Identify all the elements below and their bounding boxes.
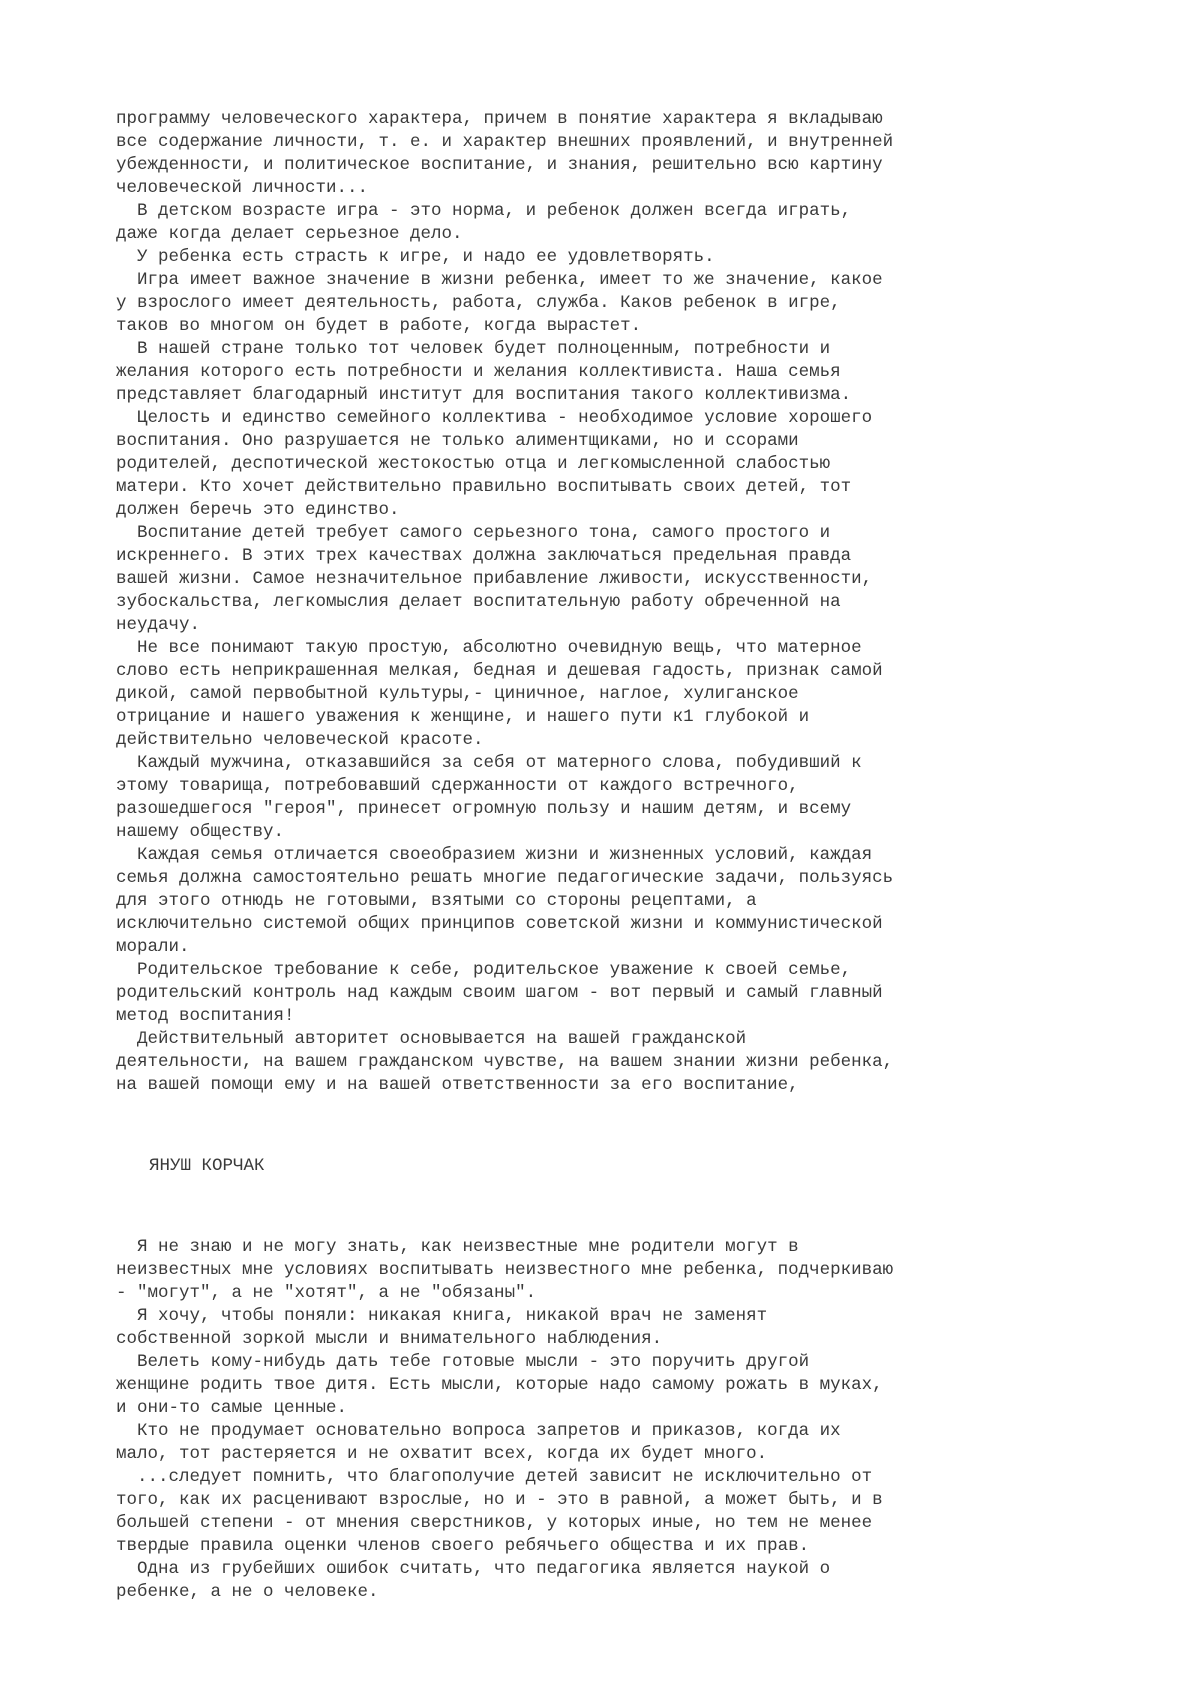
paragraph: Я не знаю и не могу знать, как неизвестные мне родители могут в неизвестных мне условиях воспитывать неизвестного мне ребенка, подчеркиваю - "могут", а не "хотят", а не "обязаны".	[116, 1237, 894, 1303]
paragraph: программу человеческого характера, причем в понятие характера я вкладываю все содержание личности, т. е. и характер внешних проявлений, и внутренней убежденности, и политическое воспитание, и знания, решительно всю картину человеческой личности...	[116, 109, 894, 198]
paragraph: Воспитание детей требует самого серьезного тона, самого простого и искреннего. В этих трех качествах должна заключаться предельная правда вашей жизни. Самое незначительное прибавление лживости, искусственности, зубоскальства, легкомыслия делает воспитательную работу обреченной на неудачу.	[116, 523, 873, 635]
paragraph: Целость и единство семейного коллектива - необходимое условие хорошего воспитания. Оно разрушается не только алиментщиками, но и ссорами родителей, деспотической жестокостью отца и легкомысленной слабостью матери. Кто хочет действительно правильно воспитывать своих детей, тот должен беречь это единство.	[116, 408, 873, 520]
paragraph: В детском возрасте игра - это норма, и ребенок должен всегда играть, даже когда делает серьезное дело.	[116, 201, 852, 244]
paragraph: У ребенка есть страсть к игре, и надо ее удовлетворять.	[137, 247, 715, 267]
paragraph: ...следует помнить, что благополучие детей зависит не исключительно от того, как их расценивают взрослые, но и - это в равной, а может быть, и в большей степени - от мнения сверстников, у которых иные, но тем не менее твердые правила оценки членов своего ребячьего общества и их прав.	[116, 1467, 883, 1556]
section-heading: ЯНУШ КОРЧАК	[149, 1156, 265, 1176]
section-korczak-text	[116, 1236, 1156, 1604]
paragraph: Кто не продумает основательно вопроса запретов и приказов, когда их мало, тот растеряется и не охватит всех, когда их будет много.	[116, 1421, 841, 1464]
paragraph: Действительный авторитет основывается на вашей гражданской деятельности, на вашем гражданском чувстве, на вашем знании жизни ребенка, на вашей помощи ему и на вашей ответственности за его воспитание,	[116, 1029, 894, 1095]
paragraph: В нашей стране только тот человек будет полноценным, потребности и желания которого есть потребности и желания коллективиста. Наша семья представляет благодарный институт для воспитания такого коллективизма.	[116, 339, 852, 405]
paragraph: Родительское требование к себе, родительское уважение к своей семье, родительский контроль над каждым своим шагом - вот первый и самый главный метод воспитания!	[116, 960, 883, 1026]
section-makarenko-text	[116, 108, 1156, 1097]
paragraph: Игра имеет важное значение в жизни ребенка, имеет то же значение, какое у взрослого имеет деятельность, работа, служба. Каков ребенок в игре, таков во многом он будет в работе, когда вырастет.	[116, 270, 883, 336]
paragraph: Одна из грубейших ошибок считать, что педагогика является наукой о ребенке, а не о человеке.	[116, 1559, 831, 1602]
paragraph: Я хочу, чтобы поняли: никакая книга, никакой врач не заменят собственной зоркой мысли и внимательного наблюдения.	[116, 1306, 768, 1349]
paragraph: Не все понимают такую простую, абсолютно очевидную вещь, что матерное слово есть неприкрашенная мелкая, бедная и дешевая гадость, признак самой дикой, самой первобытной культуры,- циничное, наглое, хулиганское отрицание и нашего уважения к женщине, и нашего пути к1 глубокой и действительно человеческой красоте.	[116, 638, 883, 750]
paragraph: Каждая семья отличается своеобразием жизни и жизненных условий, каждая семья должна самостоятельно решать многие педагогические задачи, пользуясь для этого отнюдь не готовыми, взятыми со стороны рецептами, а исключительно системой общих принципов советской жизни и коммунистической морали.	[116, 845, 894, 957]
paragraph: Велеть кому-нибудь дать тебе готовые мысли - это поручить другой женщине родить твое дитя. Есть мысли, которые надо самому рожать в муках, и они-то самые ценные.	[116, 1352, 883, 1418]
paragraph: Каждый мужчина, отказавшийся за себя от матерного слова, побудивший к этому товарища, потребовавший сдержанности от каждого встречного, разошедшегося "героя", принесет огромную пользу и нашим детям, и всему нашему обществу.	[116, 753, 862, 842]
document-page	[116, 108, 1156, 1604]
